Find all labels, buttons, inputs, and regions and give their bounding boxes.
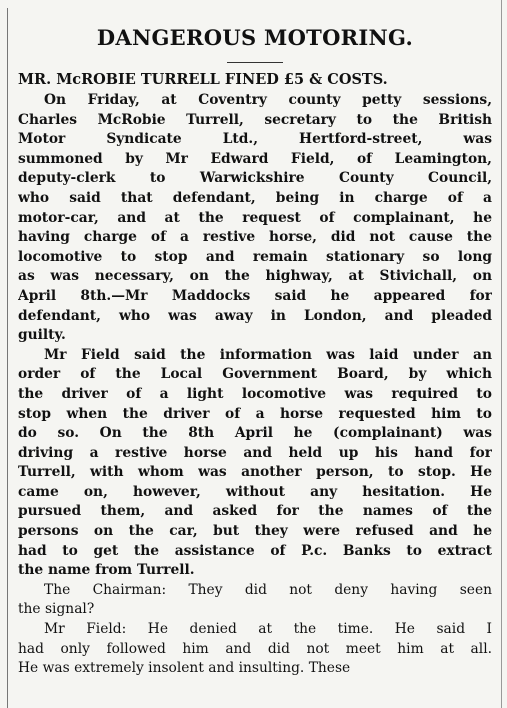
text-line: having charge of a restive horse, did not cause the [18, 229, 492, 246]
text-line: Turrell, with whom was another person, to stop. He [18, 464, 492, 481]
article-paragraph [18, 620, 492, 679]
subheadline: MR. McROBIE TURRELL FINED £5 & COSTS. [18, 71, 388, 88]
text-line: Motor Syndicate Ltd., Hertford-street, was [18, 131, 492, 148]
text-line: as was necessary, on the highway, at Stivichall, on [18, 268, 492, 285]
article-paragraph [18, 91, 492, 346]
text-line: who said that defendant, being in charge of a [18, 189, 492, 206]
article-body [18, 91, 492, 679]
headline: DANGEROUS MOTORING. [96, 25, 414, 50]
text-line: deputy-clerk to Warwickshire County Council, [18, 170, 492, 187]
text-line: pursued them, and asked for the names of the [18, 503, 492, 520]
text-line: Charles McRobie Turrell, secretary to the British [18, 111, 492, 128]
text-line: do so. On the 8th April he (complainant) was [18, 425, 492, 442]
text-line: guilty. [18, 327, 66, 344]
text-line: April 8th.—Mr Maddocks said he appeared for [18, 287, 492, 304]
text-line: the signal? [18, 601, 95, 618]
article-paragraph [18, 346, 492, 581]
text-line: persons on the car, but they were refused and he [18, 523, 492, 540]
text-line: the driver of a light locomotive was required to [18, 385, 492, 402]
column-rule-right [501, 0, 502, 708]
text-line: He was extremely insolent and insulting. These [18, 660, 351, 677]
text-line: order of the Local Government Board, by which [18, 366, 492, 383]
newspaper-article [18, 24, 492, 679]
column-rule-left [7, 8, 8, 708]
text-line: motor-car, and at the request of complainant, he [18, 209, 492, 226]
text-line: driving a restive horse and held up his hand for [18, 444, 492, 461]
text-line: came on, however, without any hesitation. He [18, 483, 492, 500]
text-line: locomotive to stop and remain stationary so long [18, 248, 492, 265]
text-line: defendant, who was away in London, and pleaded [18, 307, 492, 324]
article-paragraph [18, 581, 492, 620]
text-line: the name from Turrell. [18, 562, 195, 579]
text-line: had only followed him and did not meet him at all. [18, 640, 492, 657]
text-line: stop when the driver of a horse requested him to [18, 405, 492, 422]
text-line: On Friday, at Coventry county petty sessions, [44, 92, 492, 108]
headline-rule [227, 62, 283, 63]
text-line: Mr Field said the information was laid under an [44, 346, 492, 363]
text-line: The Chairman: They did not deny having seen [44, 581, 492, 598]
text-line: Mr Field: He denied at the time. He said I [44, 621, 492, 638]
text-line: had to get the assistance of P.c. Banks to extract [18, 542, 492, 559]
text-line: summoned by Mr Edward Field, of Leamington, [18, 150, 492, 167]
